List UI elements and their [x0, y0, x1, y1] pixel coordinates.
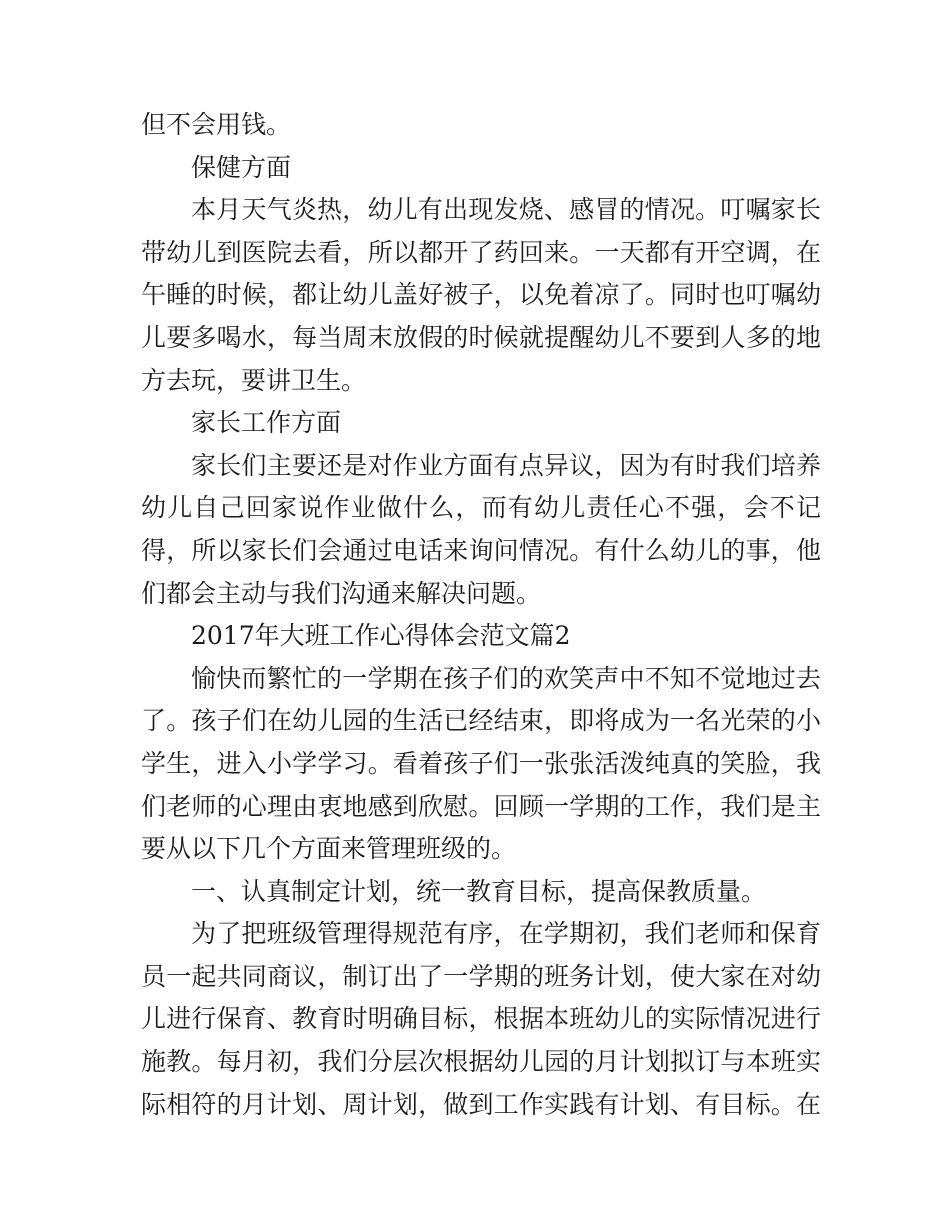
text-line: 方去玩，要讲卫生。	[141, 365, 367, 395]
text-line: 学生，进入小学学习。看着孩子们一张张活泼纯真的笑脸，我	[141, 748, 821, 778]
article-title: 2017年大班工作心得体会范文篇2	[191, 621, 571, 651]
text-line: 愉快而繁忙的一学期在孩子们的欢笑声中不知不觉地过去	[191, 663, 821, 693]
text-line: 儿要多喝水，每当周末放假的时候就提醒幼儿不要到人多的地	[141, 322, 821, 352]
text-line: 了。孩子们在幼儿园的生活已经结束，即将成为一名光荣的小	[141, 706, 821, 736]
text-line: 施教。每月初，我们分层次根据幼儿园的月计划拟订与本班实	[141, 1047, 821, 1077]
text-line: 本月天气炎热，幼儿有出现发烧、感冒的情况。叮嘱家长	[191, 195, 821, 225]
text-line: 幼儿自己回家说作业做什么，而有幼儿责任心不强，会不记	[141, 493, 821, 523]
text-line: 们都会主动与我们沟通来解决问题。	[141, 578, 542, 608]
section-heading: 家长工作方面	[191, 408, 342, 438]
text-line: 带幼儿到医院去看，所以都开了药回来。一天都有开空调，在	[141, 237, 821, 267]
text-line: 但不会用钱。	[141, 110, 292, 139]
document-body	[141, 104, 821, 1126]
text-line: 要从以下几个方面来管理班级的。	[141, 834, 517, 864]
text-line: 员一起共同商议，制订出了一学期的班务计划，使大家在对幼	[141, 961, 821, 991]
section-heading: 一、认真制定计划，统一教育目标，提高保教质量。	[191, 876, 767, 906]
section-heading: 保健方面	[191, 152, 292, 182]
text-line: 际相符的月计划、周计划，做到工作实践有计划、有目标。在	[141, 1089, 821, 1119]
text-line: 得，所以家长们会通过电话来询问情况。有什么幼儿的事，他	[141, 535, 821, 565]
text-line: 午睡的时候，都让幼儿盖好被子，以免着凉了。同时也叮嘱幼	[141, 280, 821, 310]
text-line: 们老师的心理由衷地感到欣慰。回顾一学期的工作，我们是主	[141, 791, 821, 821]
text-line: 为了把班级管理得规范有序，在学期初，我们老师和保育	[191, 919, 821, 949]
text-line: 儿进行保育、教育时明确目标，根据本班幼儿的实际情况进行	[141, 1004, 821, 1034]
text-line: 家长们主要还是对作业方面有点异议，因为有时我们培养	[191, 450, 821, 480]
